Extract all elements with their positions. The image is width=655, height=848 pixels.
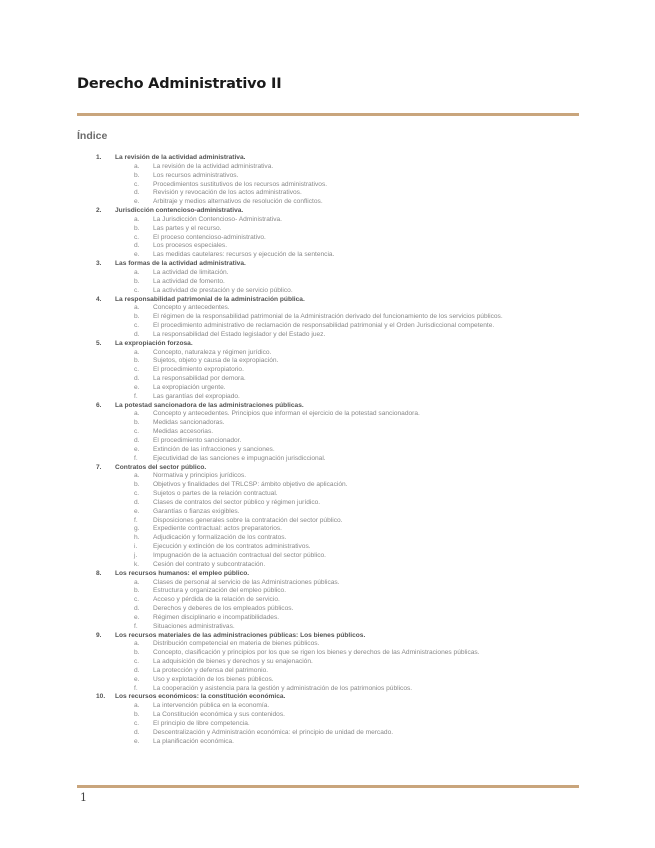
toc-subsection-list: [0, 304, 655, 339]
toc-section-heading[interactable]: [0, 340, 655, 349]
toc-subsection-letter: b.: [134, 481, 140, 489]
toc-section: [0, 632, 655, 694]
toc-subsection-item[interactable]: [0, 667, 655, 676]
toc-section-heading[interactable]: [0, 296, 655, 305]
toc-subsection-text: La actividad de limitación.: [153, 268, 229, 276]
toc-subsection-text: Normativa y principios jurídicos.: [153, 472, 247, 480]
toc-section-number: 5.: [96, 339, 102, 347]
toc-subsection-text: Estructura y organización del empleo público.: [153, 587, 287, 595]
toc-subsection-item[interactable]: [0, 508, 655, 517]
toc-subsection-item[interactable]: [0, 720, 655, 729]
toc-subsection-text: Extinción de las infracciones y sanciones.: [153, 445, 275, 453]
toc-section-number: 7.: [96, 463, 102, 471]
toc-subsection-letter: a.: [134, 162, 140, 170]
toc-subsection-text: Procedimientos sustitutivos de los recursos administrativos.: [153, 180, 328, 188]
toc-section-title: La expropiación forzosa.: [115, 339, 193, 347]
toc-subsection-item[interactable]: [0, 525, 655, 534]
toc-subsection-item[interactable]: [0, 455, 655, 464]
toc-subsection-text: La revisión de la actividad administrativa.: [153, 162, 274, 170]
toc-subsection-letter: b.: [134, 224, 140, 232]
toc-section-title: La responsabilidad patrimonial de la administración pública.: [115, 295, 305, 303]
toc-subsection-item[interactable]: [0, 234, 655, 243]
toc-subsection-letter: c.: [134, 322, 140, 330]
toc-subsection-text: El proceso contencioso-administrativo.: [153, 233, 266, 241]
toc-subsection-item[interactable]: [0, 384, 655, 393]
toc-subsection-letter: a.: [134, 578, 140, 586]
toc-subsection-item[interactable]: [0, 702, 655, 711]
toc-section-number: 8.: [96, 569, 102, 577]
toc-subsection-text: Revisión y revocación de los actos administrativos.: [153, 189, 302, 197]
toc-subsection-text: Objetivos y finalidades del TRLCSP: ámbito objetivo de aplicación.: [153, 481, 348, 489]
toc-section-heading[interactable]: [0, 207, 655, 216]
toc-subsection-item[interactable]: [0, 269, 655, 278]
toc-subsection-text: La responsabilidad por demora.: [153, 375, 246, 383]
toc-subsection-text: Ejecución y extinción de los contratos administrativos.: [153, 543, 311, 551]
toc-subsection-text: La Jurisdicción Contencioso- Administrativa.: [153, 215, 283, 223]
toc-subsection-text: Garantías o fianzas exigibles.: [153, 507, 240, 515]
toc-subsection-item[interactable]: [0, 738, 655, 747]
toc-subsection-letter: i.: [134, 543, 138, 551]
toc-section-number: 2.: [96, 207, 102, 215]
toc-subsection-letter: f.: [134, 392, 138, 400]
toc-subsection-item[interactable]: [0, 676, 655, 685]
toc-subsection-item[interactable]: [0, 349, 655, 358]
toc-section: [0, 402, 655, 464]
toc-subsection-item[interactable]: [0, 446, 655, 455]
toc-subsection-letter: h.: [134, 534, 140, 542]
toc-subsection-letter: b.: [134, 419, 140, 427]
toc-section: [0, 260, 655, 295]
toc-subsection-list: [0, 472, 655, 569]
toc-subsection-letter: d.: [134, 666, 140, 674]
toc-section-number: 10.: [96, 693, 106, 701]
toc-subsection-item[interactable]: [0, 579, 655, 588]
header-divider: [77, 113, 579, 116]
toc-subsection-letter: a.: [134, 640, 140, 648]
toc-subsection-item[interactable]: [0, 552, 655, 561]
toc-subsection-list: [0, 702, 655, 746]
toc-subsection-text: Medidas accesorias.: [153, 428, 214, 436]
toc-subsection-item[interactable]: [0, 543, 655, 552]
toc-subsection-text: Medidas sancionadoras.: [153, 419, 225, 427]
toc-subsection-text: Disposiciones generales sobre la contratación del sector público.: [153, 516, 343, 524]
toc-subsection-letter: f.: [134, 684, 138, 692]
toc-subsection-item[interactable]: [0, 499, 655, 508]
toc-section: [0, 340, 655, 402]
toc-subsection-text: La cooperación y asistencia para la gestión y administración de los patrimonios públicos.: [153, 684, 413, 692]
toc-section-title: La potestad sancionadora de las administraciones públicas.: [115, 401, 304, 409]
toc-subsection-item[interactable]: [0, 428, 655, 437]
toc-subsection-item[interactable]: [0, 375, 655, 384]
toc-subsection-item[interactable]: [0, 587, 655, 596]
toc-section-number: 3.: [96, 260, 102, 268]
toc-section-title: Los recursos materiales de las administraciones públicas: Los bienes públicos.: [115, 631, 366, 639]
toc-section-title: Jurisdicción contencioso-administrativa.: [115, 207, 244, 215]
toc-subsection-letter: e.: [134, 445, 140, 453]
toc-subsection-list: [0, 349, 655, 402]
toc-subsection-item[interactable]: [0, 729, 655, 738]
toc-subsection-item[interactable]: [0, 357, 655, 366]
toc-subsection-letter: e.: [134, 507, 140, 515]
toc-subsection-letter: e.: [134, 251, 140, 259]
toc-subsection-text: Expediente contractual: actos preparatorios.: [153, 525, 283, 533]
toc-subsection-item[interactable]: [0, 251, 655, 260]
toc-subsection-item[interactable]: [0, 163, 655, 172]
toc-subsection-text: Régimen disciplinario e incompatibilidades.: [153, 613, 280, 621]
toc-section-title: Las formas de la actividad administrativa.: [115, 260, 246, 268]
toc-subsection-item[interactable]: [0, 393, 655, 402]
toc-section-number: 6.: [96, 401, 102, 409]
page-number: 1: [80, 791, 87, 804]
toc-subsection-letter: c.: [134, 720, 140, 727]
toc-section-title: La revisión de la actividad administrativa.: [115, 154, 246, 161]
toc-section-title: Los recursos económicos: la constitución económica.: [115, 693, 286, 701]
toc-subsection-text: La planificación económica.: [153, 737, 235, 745]
toc-subsection-letter: f.: [134, 454, 138, 462]
toc-subsection-item[interactable]: [0, 278, 655, 287]
toc-subsection-letter: b.: [134, 711, 140, 719]
toc-subsection-text: Las partes y el recurso.: [153, 224, 222, 232]
toc-subsection-text: El procedimiento sancionador.: [153, 437, 242, 444]
toc-subsection-text: Impugnación de la actuación contractual del sector público.: [153, 551, 327, 559]
toc-subsection-text: El procedimiento expropiatorio.: [153, 366, 244, 374]
toc-subsection-list: [0, 216, 655, 260]
toc-section-heading[interactable]: [0, 693, 655, 702]
toc-subsection-text: Clases de personal al servicio de las Administraciones públicas.: [153, 578, 340, 586]
toc-subsection-item[interactable]: [0, 322, 655, 331]
toc-subsection-letter: c.: [134, 658, 140, 666]
toc-section-heading[interactable]: [0, 260, 655, 269]
toc-subsection-text: La protección y defensa del patrimonio.: [153, 666, 269, 674]
toc-subsection-text: La actividad de prestación y de servicio público.: [153, 286, 293, 294]
toc-subsection-text: La actividad de fomento.: [153, 277, 225, 285]
toc-subsection-text: La Constitución económica y sus contenidos.: [153, 711, 285, 719]
toc-subsection-item[interactable]: [0, 304, 655, 313]
toc-subsection-letter: e.: [134, 737, 140, 745]
toc-section: [0, 464, 655, 570]
toc-subsection-letter: g.: [134, 525, 140, 533]
toc-subsection-text: El régimen de la responsabilidad patrimonial de la Administración derivado del funcionamiento de los servicios públicos.: [153, 313, 503, 321]
toc-subsection-letter: d.: [134, 189, 140, 197]
toc-subsection-text: Adjudicación y formalización de los contratos.: [153, 534, 287, 542]
toc-section-number: 9.: [96, 631, 102, 639]
toc-subsection-item[interactable]: [0, 472, 655, 481]
toc-subsection-text: Concepto y antecedentes. Principios que informan el ejercicio de la potestad sancionadora.: [153, 410, 420, 418]
toc-subsection-letter: d.: [134, 728, 140, 736]
toc-subsection-text: Distribución competencial en materia de bienes públicos.: [153, 640, 320, 648]
toc-subsection-item[interactable]: [0, 517, 655, 526]
toc-section-heading[interactable]: [0, 632, 655, 641]
toc-subsection-item[interactable]: [0, 410, 655, 419]
toc-subsection-item[interactable]: [0, 561, 655, 570]
toc-subsection-text: La expropiación urgente.: [153, 383, 226, 391]
toc-subsection-item[interactable]: [0, 313, 655, 322]
toc-subsection-letter: e.: [134, 613, 140, 621]
toc-section: [0, 570, 655, 632]
toc-subsection-letter: f.: [134, 622, 138, 630]
toc-subsection-text: La adquisición de bienes y derechos y su enajenación.: [153, 658, 313, 666]
toc-subsection-text: Los procesos especiales.: [153, 242, 228, 250]
toc-subsection-item[interactable]: [0, 419, 655, 428]
toc-subsection-letter: a.: [134, 472, 140, 480]
toc-subsection-text: Situaciones administrativas.: [153, 622, 235, 630]
toc-section-heading[interactable]: [0, 570, 655, 579]
toc-subsection-item[interactable]: [0, 216, 655, 225]
toc-subsection-text: Cesión del contrato y subcontratación.: [153, 560, 266, 568]
toc-subsection-text: Arbitraje y medios alternativos de resolución de conflictos.: [153, 198, 323, 206]
toc-subsection-letter: a.: [134, 268, 140, 276]
toc-subsection-item[interactable]: [0, 366, 655, 375]
toc-subsection-letter: a.: [134, 348, 140, 356]
toc-subsection-item[interactable]: [0, 242, 655, 251]
toc-subsection-letter: d.: [134, 242, 140, 250]
toc-subsection-letter: b.: [134, 357, 140, 365]
toc-subsection-letter: d.: [134, 498, 140, 506]
toc-subsection-letter: a.: [134, 702, 140, 710]
toc-subsection-letter: c.: [134, 428, 140, 436]
toc-subsection-text: Sujetos, objeto y causa de la expropiación.: [153, 357, 279, 365]
toc-subsection-text: La intervención pública en la economía.: [153, 702, 270, 710]
toc-subsection-list: [0, 163, 655, 207]
toc-subsection-item[interactable]: [0, 225, 655, 234]
toc-subsection-letter: c.: [134, 286, 140, 294]
toc-subsection-letter: d.: [134, 437, 140, 444]
toc-section: [0, 154, 655, 207]
toc-section-title: Los recursos humanos: el empleo público.: [115, 569, 250, 577]
toc-subsection-item[interactable]: [0, 287, 655, 296]
toc-subsection-letter: b.: [134, 649, 140, 657]
toc-section: [0, 296, 655, 340]
toc-subsection-text: El procedimiento administrativo de reclamación de responsabilidad patrimonial y el Orden Jurisdiccional competente.: [153, 322, 495, 330]
toc-subsection-item[interactable]: [0, 172, 655, 181]
toc-subsection-item[interactable]: [0, 189, 655, 198]
toc-subsection-item[interactable]: [0, 331, 655, 340]
toc-subsection-letter: c.: [134, 366, 140, 374]
toc-section-number: 1.: [96, 154, 102, 161]
toc-subsection-letter: k.: [134, 560, 140, 568]
toc-subsection-text: Descentralización y Administración económica: el principio de unidad de mercado.: [153, 728, 394, 736]
toc-subsection-item[interactable]: [0, 481, 655, 490]
toc-subsection-text: El principio de libre competencia.: [153, 720, 250, 727]
toc-subsection-text: Ejecutividad de las sanciones e impugnación jurisdiccional.: [153, 454, 326, 462]
toc-subsection-item[interactable]: [0, 534, 655, 543]
toc-subsection-letter: b.: [134, 587, 140, 595]
toc-subsection-letter: a.: [134, 410, 140, 418]
toc-subsection-letter: d.: [134, 330, 140, 338]
toc-subsection-text: Las garantías del expropiado.: [153, 392, 240, 400]
toc-subsection-text: Concepto, clasificación y principios por los que se rigen los bienes y derechos de las Administraciones públicas.: [153, 649, 480, 657]
toc-subsection-text: Uso y explotación de los bienes públicos.: [153, 675, 274, 683]
toc-subsection-letter: c.: [134, 180, 140, 188]
toc-subsection-item[interactable]: [0, 711, 655, 720]
document-title: Derecho Administrativo II: [77, 76, 282, 92]
toc-subsection-letter: d.: [134, 605, 140, 613]
toc-subsection-text: Concepto, naturaleza y régimen jurídico.: [153, 348, 272, 356]
toc-subsection-letter: c.: [134, 233, 140, 241]
toc-subsection-letter: e.: [134, 383, 140, 391]
toc-subsection-list: [0, 269, 655, 296]
toc-section: [0, 693, 655, 746]
footer-divider: [77, 785, 579, 788]
toc-subsection-item[interactable]: [0, 614, 655, 623]
toc-section-heading[interactable]: [0, 154, 655, 163]
toc-subsection-item[interactable]: [0, 198, 655, 207]
toc-subsection-item[interactable]: [0, 596, 655, 605]
toc-subsection-item[interactable]: [0, 437, 655, 446]
toc-subsection-list: [0, 579, 655, 632]
toc-subsection-item[interactable]: [0, 640, 655, 649]
toc-subsection-letter: f.: [134, 516, 138, 524]
toc-subsection-text: Las medidas cautelares: recursos y ejecución de la sentencia.: [153, 251, 335, 259]
toc-subsection-list: [0, 640, 655, 693]
toc-subsection-letter: e.: [134, 675, 140, 683]
toc-subsection-item[interactable]: [0, 658, 655, 667]
toc-subsection-item[interactable]: [0, 623, 655, 632]
index-heading: Índice: [77, 130, 108, 142]
toc-section-title: Contratos del sector público.: [115, 463, 207, 471]
toc-subsection-text: Concepto y antecedentes.: [153, 304, 230, 312]
toc-subsection-letter: b.: [134, 277, 140, 285]
toc-section-heading[interactable]: [0, 464, 655, 473]
toc-section-heading[interactable]: [0, 402, 655, 411]
toc-subsection-item[interactable]: [0, 490, 655, 499]
toc-subsection-letter: e.: [134, 198, 140, 206]
toc-section-number: 4.: [96, 295, 102, 303]
toc-subsection-letter: a.: [134, 215, 140, 223]
toc-subsection-text: Acceso y pérdida de la relación de servicio.: [153, 596, 280, 604]
toc-subsection-letter: c.: [134, 596, 140, 604]
table-of-contents: [0, 154, 655, 747]
toc-subsection-text: La responsabilidad del Estado legislador y del Estado juez.: [153, 330, 326, 338]
toc-subsection-item[interactable]: [0, 685, 655, 694]
toc-section: [0, 207, 655, 260]
toc-subsection-letter: j.: [134, 551, 138, 559]
toc-subsection-text: Los recursos administrativos.: [153, 171, 239, 179]
toc-subsection-text: Derechos y deberes de los empleados públicos.: [153, 605, 294, 613]
toc-subsection-text: Sujetos o partes de la relación contractual.: [153, 490, 278, 498]
toc-subsection-item[interactable]: [0, 181, 655, 190]
toc-subsection-letter: c.: [134, 490, 140, 498]
toc-subsection-item[interactable]: [0, 605, 655, 614]
toc-subsection-text: Clases de contratos del sector público y régimen jurídico.: [153, 498, 321, 506]
toc-subsection-item[interactable]: [0, 649, 655, 658]
toc-subsection-letter: a.: [134, 304, 140, 312]
toc-subsection-letter: d.: [134, 375, 140, 383]
toc-subsection-letter: b.: [134, 171, 140, 179]
toc-subsection-letter: b.: [134, 313, 140, 321]
toc-subsection-list: [0, 410, 655, 463]
